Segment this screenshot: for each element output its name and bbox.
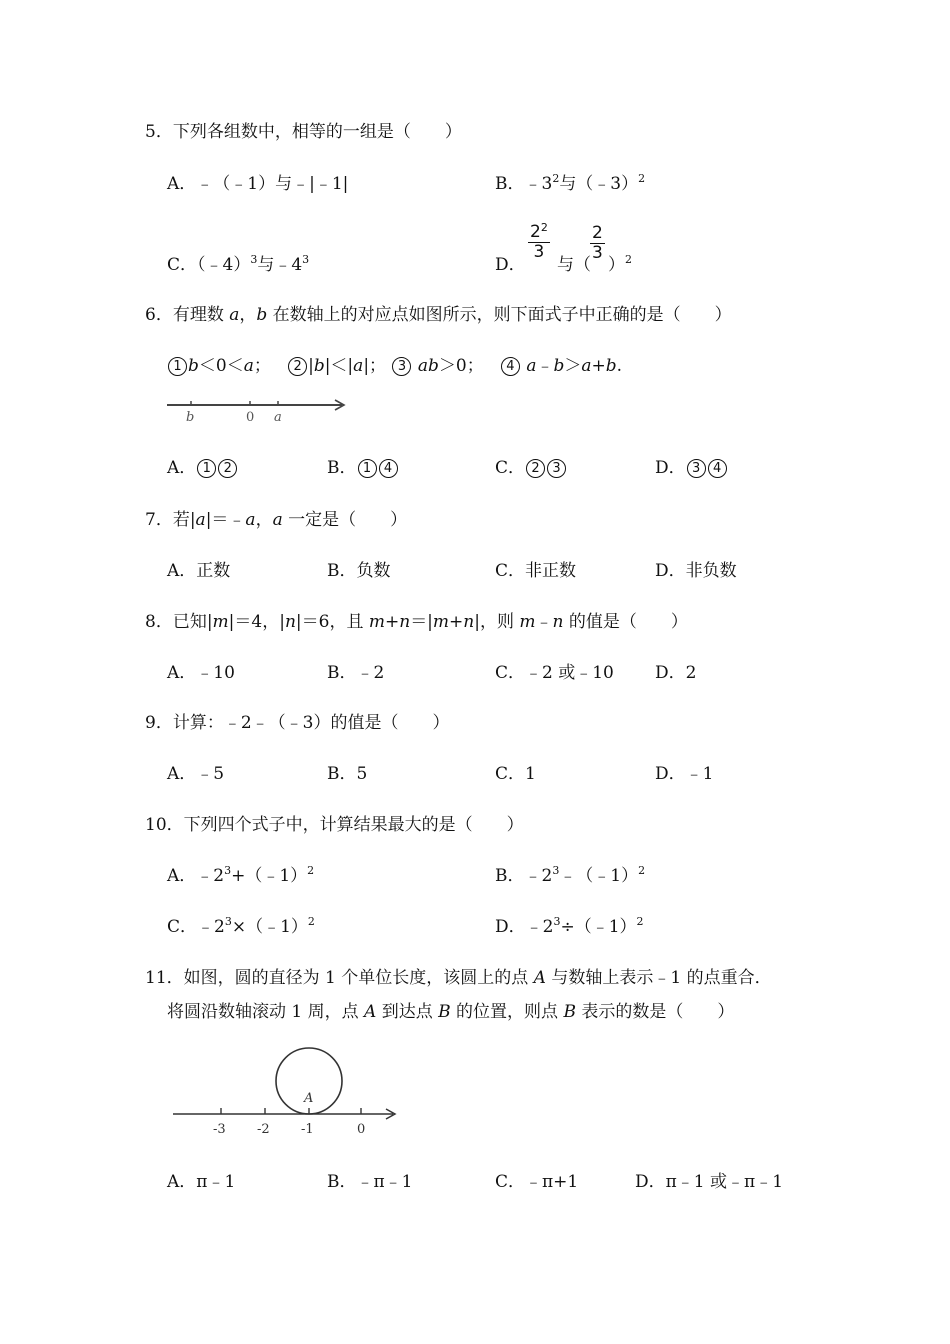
q5-option-b: B．$﹣3^2$与（﹣3）$^2$: [495, 172, 646, 194]
q10-option-b: B．$﹣2^3﹣(﹣1)^2$: [495, 864, 646, 886]
tick-label-neg1: -1: [301, 1122, 314, 1137]
q8-option-c: C．﹣2 或﹣10: [495, 663, 614, 683]
q10-option-c: C．$﹣2^3\times(﹣1)^2$: [167, 915, 315, 937]
q7-option-d: D．非负数: [655, 561, 737, 581]
question-7-stem: 7．若|a|＝﹣a，a 一定是（ ）: [145, 510, 408, 530]
question-5-stem: 5．下列各组数中，相等的一组是（ ）: [145, 122, 462, 142]
q9-option-a: A．﹣5: [167, 764, 225, 784]
q6-option-d: D． 3 4: [655, 453, 728, 478]
q8-option-d: D．2: [655, 663, 697, 683]
q11-circle-number-line-figure: [165, 1045, 405, 1140]
fraction-2sq-over-3: $\frac{2^2}{3}$: [528, 218, 550, 262]
question-11-stem-line1: 11．如图，圆的直径为 1 个单位长度，该圆上的点 A 与数轴上表示﹣1 的点重合．: [145, 968, 772, 988]
q6-option-b: B． 1 4: [327, 453, 399, 478]
axis-label-a: a: [274, 410, 282, 425]
question-8-stem: 8．已知|m|＝4，|n|＝6，且 m+n＝|m+n|，则 m﹣n 的值是（ ）: [145, 612, 688, 632]
q9-option-b: B．5: [327, 764, 368, 784]
q8-option-a: A．﹣10: [167, 663, 235, 683]
q6-statements: 1 b＜0＜a； 2 |b|＜|a|； 3 ab＞0； 4 a﹣b＞a+b.: [167, 351, 622, 376]
q6-number-line-figure: [160, 393, 360, 429]
question-10-stem: 10．下列四个式子中，计算结果最大的是（ ）: [145, 815, 524, 835]
q5-option-a: A．﹣（﹣1）与﹣|﹣1|: [167, 174, 349, 194]
q5-option-c: C．（﹣4）$^3$与$﹣4^3$: [167, 253, 310, 275]
q10-option-d: D．$﹣2^3\div(﹣1)^2$: [495, 915, 644, 937]
q8-option-b: B．﹣2: [327, 663, 385, 683]
q6-option-c: C． 2 3: [495, 453, 567, 478]
q11-option-d: D．π﹣1 或﹣π﹣1: [635, 1172, 784, 1192]
q7-option-c: C．非正数: [495, 561, 577, 581]
q7-option-a: A．正数: [167, 561, 231, 581]
q7-option-b: B．负数: [327, 561, 391, 581]
q11-option-a: A．π﹣1: [167, 1172, 236, 1192]
q9-option-d: D．﹣1: [655, 764, 714, 784]
question-6-stem: 6．有理数 a，b 在数轴上的对应点如图所示，则下面式子中正确的是（ ）: [145, 305, 732, 325]
tick-label-neg2: -2: [257, 1122, 270, 1137]
question-9-stem: 9．计算：﹣2﹣（﹣3）的值是（ ）: [145, 713, 450, 733]
q10-option-a: A．$﹣2^3+(﹣1)^2$: [167, 864, 315, 886]
q11-option-b: B．﹣π﹣1: [327, 1172, 413, 1192]
axis-label-b: b: [186, 410, 195, 425]
q11-option-c: C．﹣π+1: [495, 1172, 579, 1192]
q9-option-c: C．1: [495, 764, 536, 784]
fraction-2-over-3: $\frac{2}{3}$: [592, 223, 603, 263]
tick-label-neg3: -3: [213, 1122, 226, 1137]
q6-option-a: A． 1 2: [167, 453, 238, 478]
point-a-label: A: [304, 1091, 314, 1106]
axis-label-0: 0: [246, 410, 255, 425]
question-11-stem-line2: 将圆沿数轴滚动 1 周，点 A 到达点 B 的位置，则点 B 表示的数是（ ）: [167, 1002, 735, 1022]
tick-label-0: 0: [357, 1122, 366, 1137]
